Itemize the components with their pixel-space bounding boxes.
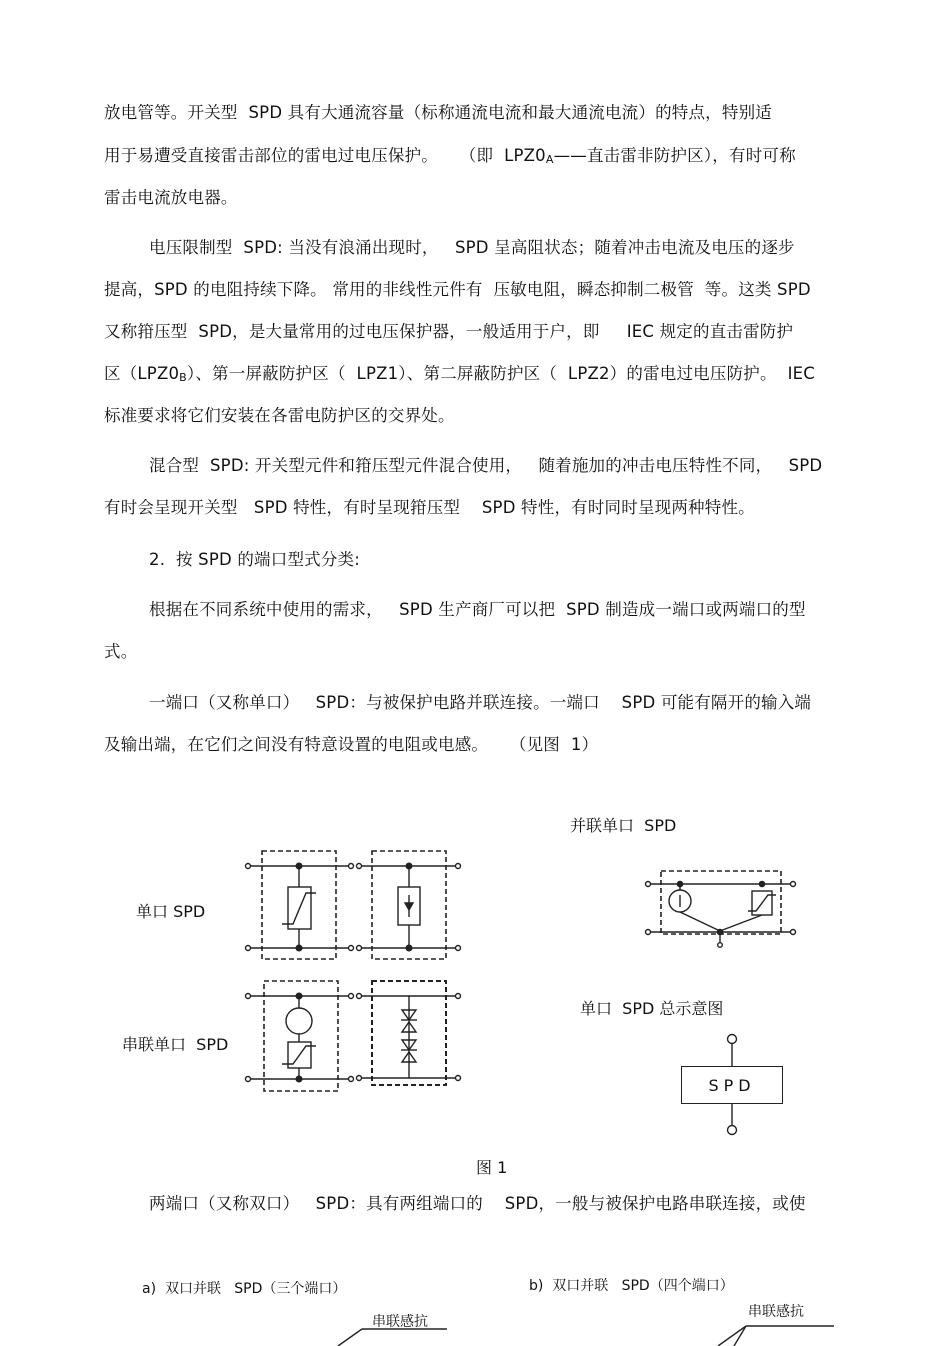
- figure-1-caption: 图 1: [476, 1158, 508, 1177]
- diagram-parallel-single: [646, 871, 796, 947]
- diagram-single-varistor: [246, 851, 354, 959]
- label-single-spd: 单口 SPD: [136, 902, 206, 921]
- p1-line-3: 雷击电流放电器。: [104, 188, 238, 207]
- p2-line-5: 标准要求将它们安装在各雷电防护区的交界处。: [104, 406, 455, 425]
- p2-line-2: 提高，SPD 的电阻持续下降。 常用的非线性元件有 压敏电阻，瞬态抑制二极管 等。这类 SPD: [104, 280, 811, 299]
- p2-line-4: 区$(LPZ0_B)$、第一屏蔽防护区（ LPZ1）、第二屏蔽防护区（ LPZ2）的雷电过电压防护。 IEC: [104, 364, 815, 384]
- label-inductor-b: 串联感抗: [748, 1304, 804, 1320]
- p2-line-3: 又称箝压型 SPD，是大量常用的过电压保护器，一般适用于户，即 IEC 规定的直击雷防护: [104, 322, 794, 341]
- label-overview: 单口 SPD 总示意图: [580, 999, 724, 1018]
- diagram-spd-overview: [728, 1035, 737, 1135]
- p6-line-2: 及输出端，在它们之间没有特意设置的电阻或电感。 （见图 1）: [104, 735, 599, 754]
- p1-line-1: 放电管等。开关型 SPD 具有大通流容量（标称通流电流和最大通流电流）的特点，特别适: [104, 103, 772, 122]
- p4-heading: 2. 按 SPD 的端口型式分类:: [149, 550, 361, 569]
- p5-line-2: 式。: [104, 642, 138, 661]
- p1-line-2: 用于易遭受直接雷击部位的雷电过电压保护。 （即 $LPZ0_A——$直击雷非防护区），有时可称: [104, 146, 796, 166]
- p2-line-1: 电压限制型 SPD: 当没有浪涌出现时， SPD 呈高阻状态；随着冲击电流及电压的逐步: [149, 238, 795, 257]
- p7-line-1: 两端口（又称双口） SPD：具有两组端口的 SPD，一般与被保护电路串联连接，或使: [149, 1194, 806, 1213]
- label-parallel-single-spd: 并联单口 SPD: [570, 816, 677, 835]
- label-figure-2a: a) 双口并联 SPD（三个端口）: [142, 1281, 347, 1297]
- p3-line-2: 有时会呈现开关型 SPD 特性，有时呈现箝压型 SPD 特性，有时同时呈现两种特性。: [104, 498, 755, 517]
- diagram-single-gas-tube: [357, 851, 461, 959]
- label-figure-2b: b) 双口并联 SPD（四个端口）: [529, 1278, 734, 1294]
- figure-2-partial-lines: [338, 1326, 834, 1346]
- p6-line-1: 一端口（又称单口） SPD：与被保护电路并联连接。一端口 SPD 可能有隔开的输入端: [149, 693, 812, 712]
- diagram-series-single: [246, 981, 354, 1091]
- label-inductor-a: 串联感抗: [372, 1314, 428, 1330]
- label-series-single-spd: 串联单口 SPD: [122, 1035, 229, 1054]
- diagram-series-diodes: [357, 981, 461, 1085]
- spd-box: SPD: [681, 1066, 783, 1104]
- p3-line-1: 混合型 SPD: 开关型元件和箝压型元件混合使用， 随着施加的冲击电压特性不同， SPD: [149, 456, 823, 475]
- p5-line-1: 根据在不同系统中使用的需求， SPD 生产商厂可以把 SPD 制造成一端口或两端口的型: [149, 600, 806, 619]
